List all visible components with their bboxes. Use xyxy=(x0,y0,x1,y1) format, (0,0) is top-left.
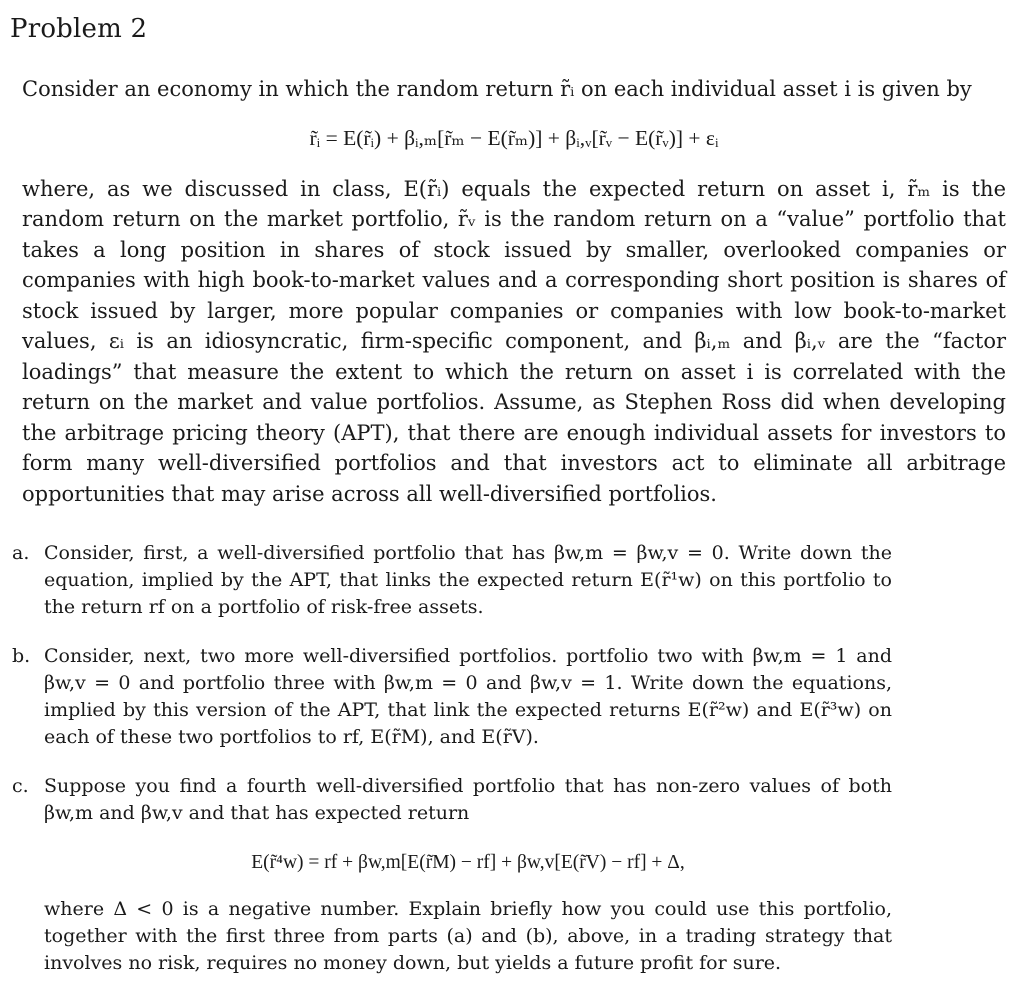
part-c-body xyxy=(44,773,892,977)
part-a-letter: a. xyxy=(12,542,30,564)
problem-title: Problem 2 xyxy=(10,14,148,44)
part-a-text: Consider, first, a well-diversified portfolio that has βw,m = βw,v = 0. Write down the equation, implied by the APT, that links the expected return E(r̃¹w) on this portfolio to the return rf on a portfolio of risk-free assets. xyxy=(44,542,892,618)
intro-first-line: Consider an economy in which the random return r̃ᵢ on each individual asset i is given by xyxy=(22,77,972,101)
intro-paragraph: where, as we discussed in class, E(r̃ᵢ) equals the expected return on asset i, r̃ₘ is the random return on the market portfolio, r̃ᵥ is the random return on a “value” portfolio that takes a long position in shares of stock issued by smaller, overlooked companies or companies with high book-to-market values and a corresponding short position is shares of stock issued by larger, more popular companies or companies with low book-to-market values, εᵢ is an idiosyncratic, firm-specific component, and βᵢ,ₘ and βᵢ,ᵥ are the “factor loadings” that measure the extent to which the return on asset i is correlated with the return on the market and value portfolios. Assume, as Stephen Ross did when developing the arbitrage pricing theory (APT), that there are enough individual assets for investors to form many well-diversified portfolios and that investors act to eliminate all arbitrage opportunities that may arise across all well-diversified portfolios. xyxy=(22,176,1006,506)
part-c-text-before: Suppose you find a fourth well-diversified portfolio that has non-zero values of both βw,m and βw,v and that has expected return xyxy=(44,775,892,824)
part-c-letter: c. xyxy=(12,775,29,797)
part-c-equation: E(r̃⁴w) = rf + βw,m[E(r̃M) − rf] + βw,v[E(r̃V) − rf] + Δ, xyxy=(251,852,685,873)
problem-parts xyxy=(12,540,892,999)
part-b-letter: b. xyxy=(12,645,31,667)
part-c xyxy=(12,773,892,977)
part-b xyxy=(12,643,892,751)
part-c-text-after: where Δ < 0 is a negative number. Explain briefly how you could use this portfolio, together with the first three from parts (a) and (b), above, in a trading strategy that involves no risk, requires no money down, but yields a future profit for sure. xyxy=(44,898,892,974)
return-equation: r̃ᵢ = E(r̃ᵢ) + βᵢ,ₘ[r̃ₘ − E(r̃ₘ)] + βᵢ,ᵥ[r̃ᵥ − E(r̃ᵥ)] + εᵢ xyxy=(309,125,719,150)
part-a xyxy=(12,540,892,621)
problem-intro xyxy=(22,74,1006,509)
part-b-text: Consider, next, two more well-diversified portfolios. portfolio two with βw,m = 1 and βw,v = 0 and portfolio three with βw,m = 0 and βw,v = 1. Write down the equations, implied by this version of the APT, that link the expected returns E(r̃²w) and E(r̃³w) on each of these two portfolios to rf, E(r̃M), and E(r̃V). xyxy=(44,645,892,748)
